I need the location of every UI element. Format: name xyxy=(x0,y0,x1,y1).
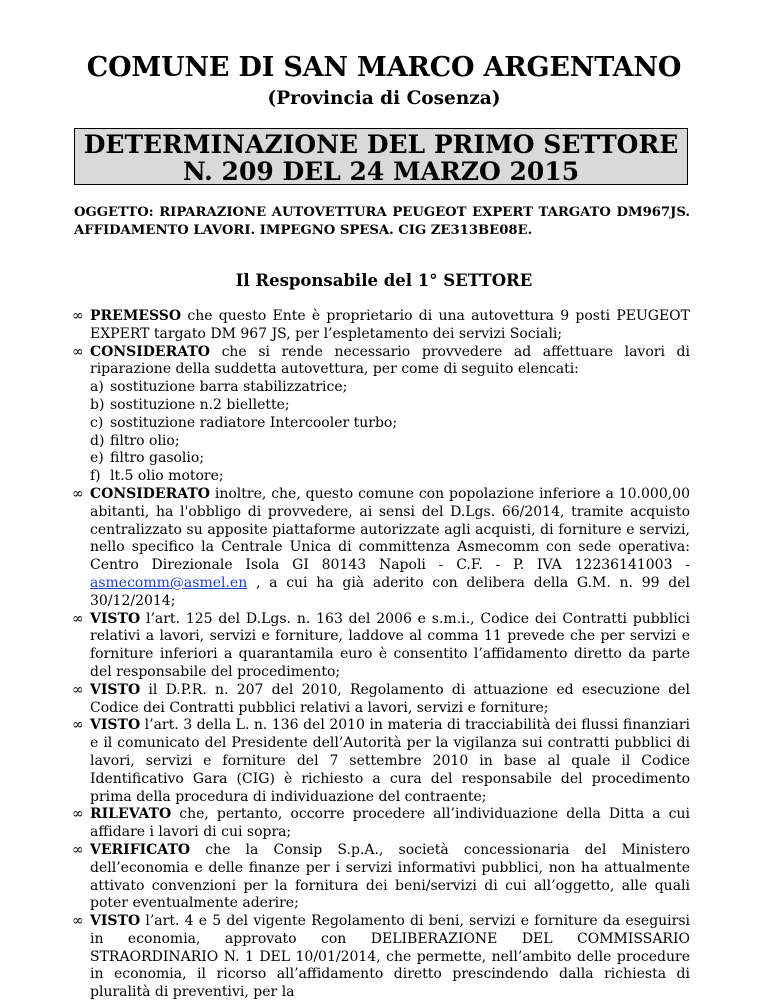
list-item xyxy=(74,486,690,611)
repair-item: b) sostituzione n.2 biellette; xyxy=(90,396,290,413)
item-text: l’art. 4 e 5 del vigente Regolamento di beni, servizi e forniture da eseguirsi in economia, approvato con DELIBERAZIONE DEL COMMISSARIO STRAORDINARIO N. 1 DEL 10/01/2014, che permette, nell’ambito delle procedure in economia, il ricorso all’affidamento diretto prescindendo dalla richiesta di pluralità di preventivi, per la xyxy=(90,913,690,1001)
keyword: CONSIDERATO xyxy=(90,485,210,502)
infinity-bullet-icon: ∞ xyxy=(72,717,84,734)
list-item xyxy=(74,611,690,682)
section-heading: Il Responsabile del 1° SETTORE xyxy=(235,271,533,290)
keyword: PREMESSO xyxy=(90,308,182,324)
subject-paragraph: OGGETTO: RIPARAZIONE AUTOVETTURA PEUGEOT EXPERT TARGATO DM967JS. AFFIDAMENTO LAVORI. IMPEGNO SPESA. CIG ZE313BE08E. xyxy=(74,205,690,238)
determination-title: DETERMINAZIONE DEL PRIMO SETTORE xyxy=(83,130,679,159)
determination-box xyxy=(74,128,688,185)
municipality-title: COMUNE DI SAN MARCO ARGENTANO xyxy=(86,52,682,83)
repairs-list xyxy=(90,379,690,486)
infinity-bullet-icon: ∞ xyxy=(72,485,84,502)
keyword: VISTO xyxy=(90,681,141,698)
keyword: VERIFICATO xyxy=(90,841,191,858)
recitals-list xyxy=(74,308,690,1002)
email-link[interactable]: asmecomm@asmel.en xyxy=(90,574,248,591)
item-text: che la Consip S.p.A., società concessionaria del Ministero dell’economia e delle finanze per i servizi informativi pubblici, non ha attualmente attivato convenzioni per la fornitura dei beni/servizi di cui all’oggetto, alle quali poter eventualmente aderire; xyxy=(90,841,690,912)
list-item xyxy=(74,682,690,718)
infinity-bullet-icon: ∞ xyxy=(72,806,84,823)
infinity-bullet-icon: ∞ xyxy=(72,841,84,858)
province-subtitle: (Provincia di Cosenza) xyxy=(267,88,501,109)
item-text: che questo Ente è proprietario di una autovettura 9 posti PEUGEOT EXPERT targato DM 967 JS, per l’espletamento dei servizi Sociali; xyxy=(90,308,690,342)
repair-item: a) sostituzione barra stabilizzatrice; xyxy=(90,379,348,396)
item-text: inoltre, che, questo comune con popolazione inferiore a 10.000,00 abitanti, ha l'obbligo di provvedere, ai sensi del D.Lgs. 66/2014, tramite acquisto centralizzato su apposite piattaforme autorizzate agli acquisti, di forniture e servizi, nello specifico la Centrale Unica di committenza Asmecomm con sede operativa: Centro Direzionale Isola GI 80143 Napoli - C.F. - P. IVA 12236141003 - xyxy=(90,485,690,574)
infinity-bullet-icon: ∞ xyxy=(72,308,84,324)
list-item xyxy=(74,308,690,344)
keyword: VISTO xyxy=(90,610,141,627)
list-item xyxy=(74,806,690,842)
infinity-bullet-icon: ∞ xyxy=(72,913,84,930)
repair-item: e) filtro gasolio; xyxy=(90,450,205,467)
list-item xyxy=(74,717,690,806)
item-text: l’art. 125 del D.Lgs. n. 163 del 2006 e s.m.i., Codice dei Contratti pubblici relativi a lavori, servizi e forniture, laddove al comma 11 prevede che per servizi e forniture inferiori a quarantamila euro è consentito l’affidamento diretto da parte del responsabile del procedimento; xyxy=(90,610,690,680)
list-item xyxy=(74,913,690,1002)
repair-item: f) lt.5 olio motore; xyxy=(90,468,224,485)
keyword: VISTO xyxy=(90,913,141,930)
infinity-bullet-icon: ∞ xyxy=(72,343,84,360)
determination-number: N. 209 DEL 24 MARZO 2015 xyxy=(182,157,580,186)
item-text: l’art. 3 della L. n. 136 del 2010 in materia di tracciabilità dei flussi finanziari e il comunicato del Presidente dell’Autorità per la vigilanza sui contratti pubblici di lavori, servizi e forniture del 7 settembre 2010 in base al quale il Codice Identificativo Gara (CIG) è richiesto a cura del responsabile del procedimento prima della procedura di individuazione del contraente; xyxy=(90,717,690,805)
infinity-bullet-icon: ∞ xyxy=(72,681,84,698)
item-text: , a cui ha già aderito con delibera della G.M. n. 99 del 30/12/2014; xyxy=(90,574,690,609)
keyword: CONSIDERATO xyxy=(90,343,210,360)
item-text: il D.P.R. n. 207 del 2010, Regolamento di attuazione ed esecuzione del Codice dei Contratti pubblici relativi a lavori, servizi e forniture; xyxy=(90,681,690,716)
list-item xyxy=(74,842,690,913)
repair-item: d) filtro olio; xyxy=(90,432,180,449)
keyword: RILEVATO xyxy=(90,806,172,823)
keyword: VISTO xyxy=(90,717,141,734)
list-item xyxy=(74,344,690,486)
repair-item: c) sostituzione radiatore Intercooler turbo; xyxy=(90,414,398,431)
item-text: che si rende necessario provvedere ad affettuare lavori di riparazione della suddetta autovettura, per come di seguito elencati: xyxy=(90,343,690,378)
item-text: che, pertanto, occorre procedere all’individuazione della Ditta a cui affidare i lavori di cui sopra; xyxy=(90,806,690,841)
infinity-bullet-icon: ∞ xyxy=(72,610,84,627)
